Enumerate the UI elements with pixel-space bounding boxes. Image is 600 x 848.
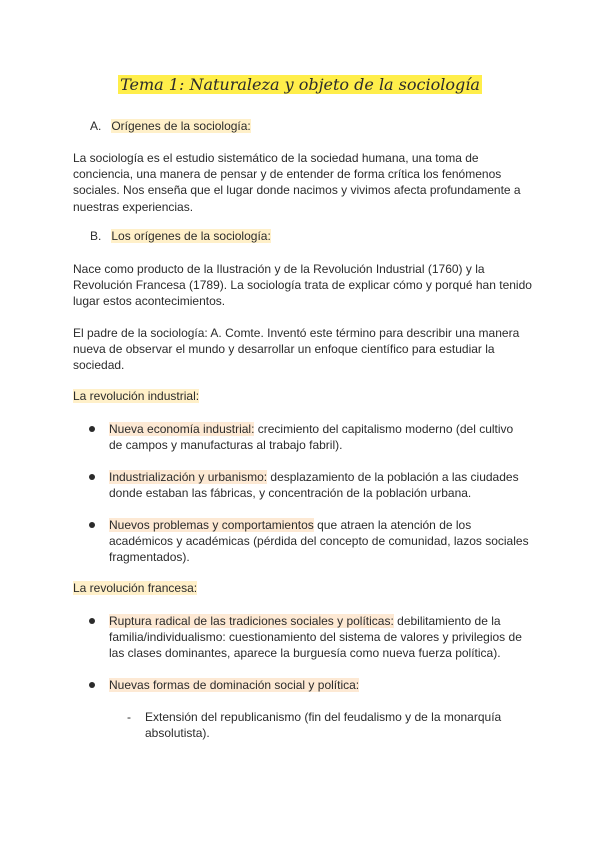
bullet-icon <box>89 426 95 432</box>
section-a-heading <box>90 119 251 134</box>
list-item-body <box>109 421 529 453</box>
list-item-body <box>109 517 529 566</box>
list-item <box>89 421 529 453</box>
list-item-text: debilitamiento de la familia/individualismo: cuestionamiento del sistema de valores y privilegios de las clases dominantes, aparece la burguesía como nueva fuerza política). <box>109 614 522 661</box>
list-item-highlight: Nuevas formas de dominación social y política: <box>109 678 360 692</box>
francesa-heading <box>73 581 197 596</box>
industrial-heading-text: La revolución industrial: <box>73 389 200 403</box>
list-item <box>89 517 529 566</box>
list-item-text: crecimiento del capitalismo moderno (del cultivo de campos y manufacturas al trabajo fabril). <box>109 422 514 453</box>
list-item-body <box>109 677 529 693</box>
document-title <box>0 74 600 96</box>
francesa-heading-text: La revolución francesa: <box>73 581 198 595</box>
section-b-letter: B. <box>90 229 102 243</box>
bullet-icon <box>89 618 95 624</box>
list-item <box>89 677 529 693</box>
list-item-highlight: Ruptura radical de las tradiciones sociales y políticas: <box>109 614 394 628</box>
list-item-body <box>109 613 529 662</box>
bullet-icon <box>89 474 95 480</box>
section-a-letter: A. <box>90 119 102 133</box>
section-b-label: Los orígenes de la sociología: <box>111 229 271 243</box>
list-item-highlight: Industrialización y urbanismo: <box>109 470 268 484</box>
paragraph-comte: El padre de la sociología: A. Comte. Inventó este término para describir una manera nueva de observar el mundo y desarrollar un enfoque científico para estudiar la sociedad. <box>73 326 520 373</box>
list-item-text: que atraen la atención de los académicos y académicas (pérdida del concepto de comunidad, lazos sociales fragmentados). <box>109 518 529 565</box>
list-item-text: desplazamiento de la población a las ciudades donde estaban las fábricas, y concentración de la población urbana. <box>109 470 519 501</box>
section-a-label: Orígenes de la sociología: <box>111 119 251 133</box>
industrial-heading <box>73 389 199 404</box>
list-item-highlight: Nueva economía industrial: <box>109 422 255 436</box>
list-item <box>89 469 529 501</box>
bullet-icon <box>89 522 95 528</box>
document-title-text: Tema 1: Naturaleza y objeto de la sociología <box>120 75 480 94</box>
dash-icon: - <box>127 710 131 724</box>
list-item-highlight: Nuevos problemas y comportamientos <box>109 518 314 532</box>
list-item-body <box>109 469 529 501</box>
list-item <box>89 613 529 662</box>
sub-list-item <box>127 709 527 741</box>
bullet-icon <box>89 682 95 688</box>
paragraph-origin: Nace como producto de la Ilustración y de la Revolución Industrial (1760) y la Revolución Francesa (1789). La sociología trata de explicar cómo y porqué han tenido lugar estos acontecimientos. <box>73 262 532 309</box>
paragraph-definition: La sociología es el estudio sistemático de la sociedad humana, una toma de conciencia, una manera de pensar y de entender de forma crítica los fenómenos sociales. Nos enseña que el lugar donde nacimos y vivimos afecta profundamente a nuestras experiencias. <box>73 151 521 214</box>
section-b-heading <box>90 229 271 244</box>
sub-list-item-text: Extensión del republicanismo (fin del feudalismo y de la monarquía absolutista). <box>145 710 502 741</box>
